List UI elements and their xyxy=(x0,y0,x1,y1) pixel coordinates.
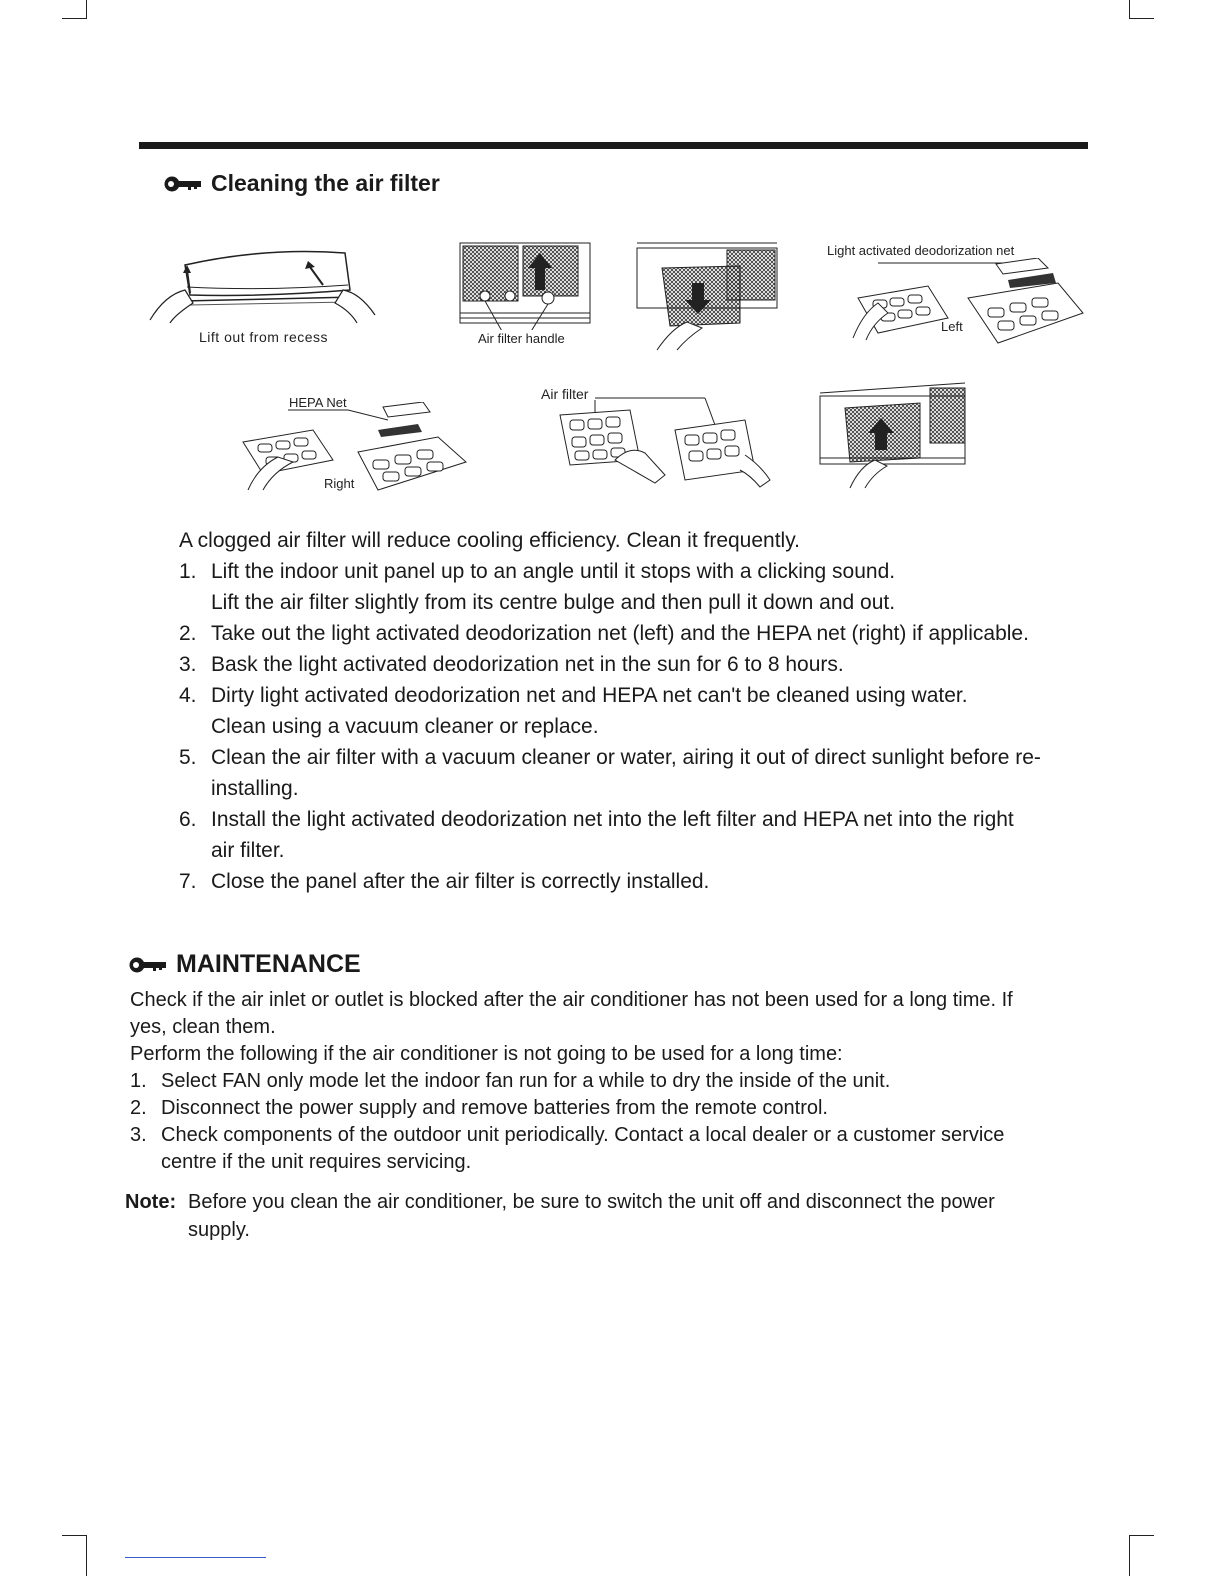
step-number: 5. xyxy=(179,746,197,769)
caption-deodor-net: Light activated deodorization net xyxy=(827,243,1015,258)
section-heading-maintenance xyxy=(128,950,361,979)
header-rule xyxy=(139,142,1088,149)
list-item xyxy=(130,1068,1060,1095)
step-number: 7. xyxy=(179,870,197,893)
note-text: Before you clean the air conditioner, be sure to switch the unit off and disconnect the power supply. xyxy=(188,1191,995,1241)
section-heading-cleaning xyxy=(163,170,440,197)
list-item xyxy=(179,556,1109,618)
maintenance-paragraph: Perform the following if the air conditioner is not going to be used for a long time: xyxy=(130,1043,843,1065)
figure-pull-filter xyxy=(632,238,782,353)
caption-air-filter: Air filter xyxy=(541,386,589,402)
item-text: Select FAN only mode let the indoor fan run for a while to dry the inside of the unit. xyxy=(161,1070,891,1092)
list-item xyxy=(179,804,1029,866)
section-title: Cleaning the air filter xyxy=(211,170,440,196)
maintenance-body xyxy=(130,987,1060,1176)
list-item xyxy=(179,618,1109,649)
list-item xyxy=(179,866,1109,897)
figure-reinstall-filter xyxy=(815,378,970,490)
intro-text: A clogged air filter will reduce cooling efficiency. Clean it frequently. xyxy=(179,529,800,552)
item-number: 1. xyxy=(130,1070,147,1092)
step-text-continued: Lift the air filter slightly from its centre bulge and then pull it down and out. xyxy=(211,591,896,614)
step-text: Dirty light activated deodorization net and HEPA net can't be cleaned using water. xyxy=(211,684,968,707)
note xyxy=(125,1188,1055,1244)
cleaning-steps-list xyxy=(179,556,1109,897)
section-title: MAINTENANCE xyxy=(176,950,361,978)
indoor-unit-illustration xyxy=(145,245,380,330)
caption-right: Right xyxy=(324,476,355,491)
step-text: Bask the light activated deodorization net in the sun for 6 to 8 hours. xyxy=(211,653,844,676)
figure-lift-panel xyxy=(145,245,380,330)
step-text: Take out the light activated deodorization net (left) and the HEPA net (right) if applicable. xyxy=(211,622,1029,645)
step-number: 4. xyxy=(179,684,197,707)
step-number: 6. xyxy=(179,808,197,831)
pull-filter-illustration xyxy=(632,238,782,353)
note-label: Note: xyxy=(125,1191,177,1213)
step-text: Lift the indoor unit panel up to an angle until it stops with a clicking sound. xyxy=(211,560,896,583)
list-item xyxy=(179,649,1109,680)
step-text-continued: Clean using a vacuum cleaner or replace. xyxy=(211,715,599,738)
key-icon xyxy=(163,175,203,193)
crop-mark-top-left xyxy=(62,0,87,19)
reinstall-filter-illustration xyxy=(815,378,970,490)
list-item xyxy=(179,680,1109,742)
step-text: Install the light activated deodorization net into the left filter and HEPA net into the right air filter. xyxy=(211,808,1014,862)
list-item xyxy=(179,742,1079,804)
item-number: 3. xyxy=(130,1124,147,1146)
maintenance-list xyxy=(130,1068,1060,1176)
key-icon xyxy=(128,956,168,974)
list-item xyxy=(130,1095,1060,1122)
crop-mark-top-right xyxy=(1129,0,1154,19)
crop-mark-bottom-right xyxy=(1129,1535,1154,1576)
step-text: Clean the air filter with a vacuum cleaner or water, airing it out of direct sunlight before re-installing. xyxy=(211,746,1041,800)
figure-clean-filter xyxy=(555,395,780,490)
step-text: Close the panel after the air filter is correctly installed. xyxy=(211,870,710,893)
figure-deodorization-net xyxy=(848,258,1086,348)
clean-filter-illustration xyxy=(555,395,780,490)
step-number: 2. xyxy=(179,622,197,645)
caption-lift-out: Lift out from recess xyxy=(199,329,329,345)
deodorization-net-illustration xyxy=(848,258,1086,348)
item-number: 2. xyxy=(130,1097,147,1119)
footer-rule xyxy=(125,1557,266,1558)
step-number: 3. xyxy=(179,653,197,676)
list-item xyxy=(130,1122,1030,1176)
caption-hepa-net: HEPA Net xyxy=(289,395,347,410)
maintenance-paragraph: Check if the air inlet or outlet is blocked after the air conditioner has not been used for a long time. If yes, clean them. xyxy=(130,989,1013,1038)
caption-left: Left xyxy=(941,319,963,334)
item-text: Disconnect the power supply and remove batteries from the remote control. xyxy=(161,1097,828,1119)
crop-mark-bottom-left xyxy=(62,1535,87,1576)
item-text: Check components of the outdoor unit periodically. Contact a local dealer or a customer service centre if the unit requires servicing. xyxy=(161,1124,1005,1173)
filter-handle-illustration xyxy=(455,238,595,330)
figure-filter-handle xyxy=(455,238,595,330)
caption-air-filter-handle: Air filter handle xyxy=(478,331,565,346)
step-number: 1. xyxy=(179,560,197,583)
